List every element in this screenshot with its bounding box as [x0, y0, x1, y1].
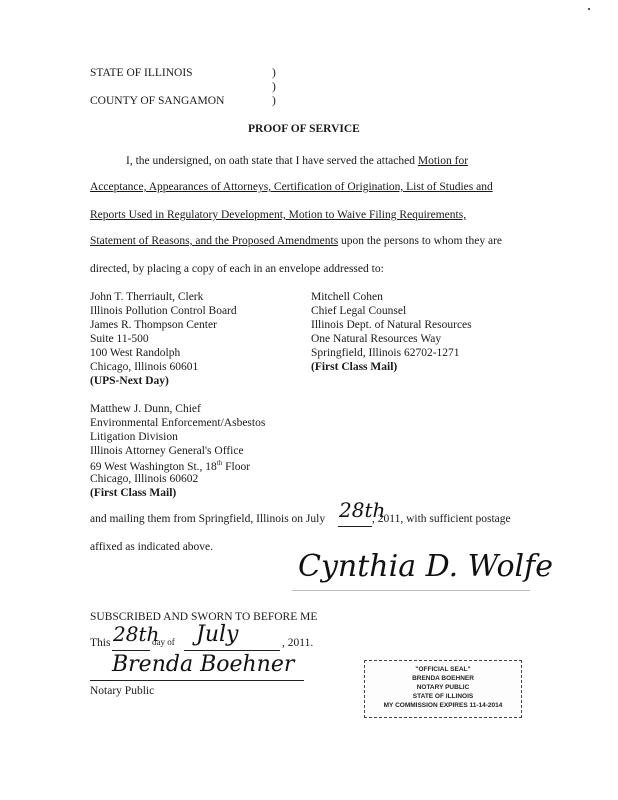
delivery-method: (UPS-Next Day)	[90, 375, 169, 387]
body-line-3: Reports Used in Regulatory Development, Motion to Waive Filing Requirements,	[90, 209, 467, 221]
recipient-line: Chicago, Illinois 60601	[90, 361, 199, 373]
seal-line: NOTARY PUBLIC	[416, 684, 470, 691]
recipient-address: 69 West Washington St., 18th Floor	[90, 459, 251, 473]
caption-paren: )	[272, 67, 276, 79]
body-line-5: directed, by placing a copy of each in an envelope addressed to:	[90, 263, 384, 275]
body-line-2: Acceptance, Appearances of Attorneys, Certification of Origination, List of Studies and	[90, 181, 493, 193]
mailing-prefix: and mailing them from Springfield, Illinois on July	[90, 513, 326, 525]
handwritten-month: July	[196, 622, 239, 647]
seal-line: MY COMMISSION EXPIRES 11-14-2014	[383, 702, 503, 709]
recipient-line: John T. Therriault, Clerk	[90, 291, 204, 303]
recipient-line: Suite 11-500	[90, 333, 149, 345]
fill-line	[184, 650, 280, 651]
handwritten-day: 28th	[113, 622, 160, 646]
notary-signature: Brenda Boehner	[112, 652, 295, 677]
jurat-year: , 2011.	[282, 637, 314, 649]
recipient-line: Springfield, Illinois 62702-1271	[311, 347, 460, 359]
recipient-line: James R. Thompson Center	[90, 319, 217, 331]
signature: Cynthia D. Wolfe	[298, 549, 553, 584]
recipient-line: 100 West Randolph	[90, 347, 181, 359]
handwritten-day: 28th	[339, 498, 386, 522]
notary-label: Notary Public	[90, 685, 155, 697]
body-line-1: I, the undersigned, on oath state that I have served the attached Motion for	[126, 155, 469, 167]
delivery-method: (First Class Mail)	[90, 487, 177, 499]
recipient-line: Chief Legal Counsel	[311, 305, 407, 317]
seal-line: "OFFICIAL SEAL"	[415, 666, 471, 673]
caption-county: COUNTY OF SANGAMON	[90, 95, 225, 107]
recipient-line: Mitchell Cohen	[311, 291, 383, 303]
caption-state: STATE OF ILLINOIS	[90, 67, 193, 79]
recipient-line: Chicago, Illinois 60602	[90, 473, 199, 485]
recipient-line: One Natural Resources Way	[311, 333, 442, 345]
recipient-line: Environmental Enforcement/Asbestos	[90, 417, 266, 429]
fill-line	[338, 526, 372, 527]
delivery-method: (First Class Mail)	[311, 361, 398, 373]
mailing-suffix: , 2011, with sufficient postage	[372, 513, 511, 525]
recipient-line: Illinois Pollution Control Board	[90, 305, 237, 317]
recipient-line: Matthew J. Dunn, Chief	[90, 403, 201, 415]
caption-paren: )	[272, 95, 276, 107]
fill-line	[112, 650, 150, 651]
recipient-line: Litigation Division	[90, 431, 178, 443]
body-line-4: Statement of Reasons, and the Proposed Amendments upon the persons to whom they are	[90, 235, 503, 247]
seal-line: STATE OF ILLINOIS	[412, 693, 474, 700]
document-title: PROOF OF SERVICE	[248, 123, 360, 135]
jurat-heading: SUBSCRIBED AND SWORN TO BEFORE ME	[90, 611, 318, 623]
notary-signature-line	[90, 680, 304, 681]
seal-line: BRENDA BOEHNER	[412, 675, 474, 682]
recipient-line: Illinois Attorney General's Office	[90, 445, 244, 457]
notary-seal	[364, 660, 522, 718]
mailing-line-2: affixed as indicated above.	[90, 541, 214, 553]
signature-line	[292, 590, 530, 591]
scan-speck	[588, 8, 590, 10]
caption-paren: )	[272, 81, 276, 93]
recipient-line: Illinois Dept. of Natural Resources	[311, 319, 472, 331]
jurat-this: This	[90, 637, 111, 649]
jurat-day-of: day of	[152, 637, 175, 647]
